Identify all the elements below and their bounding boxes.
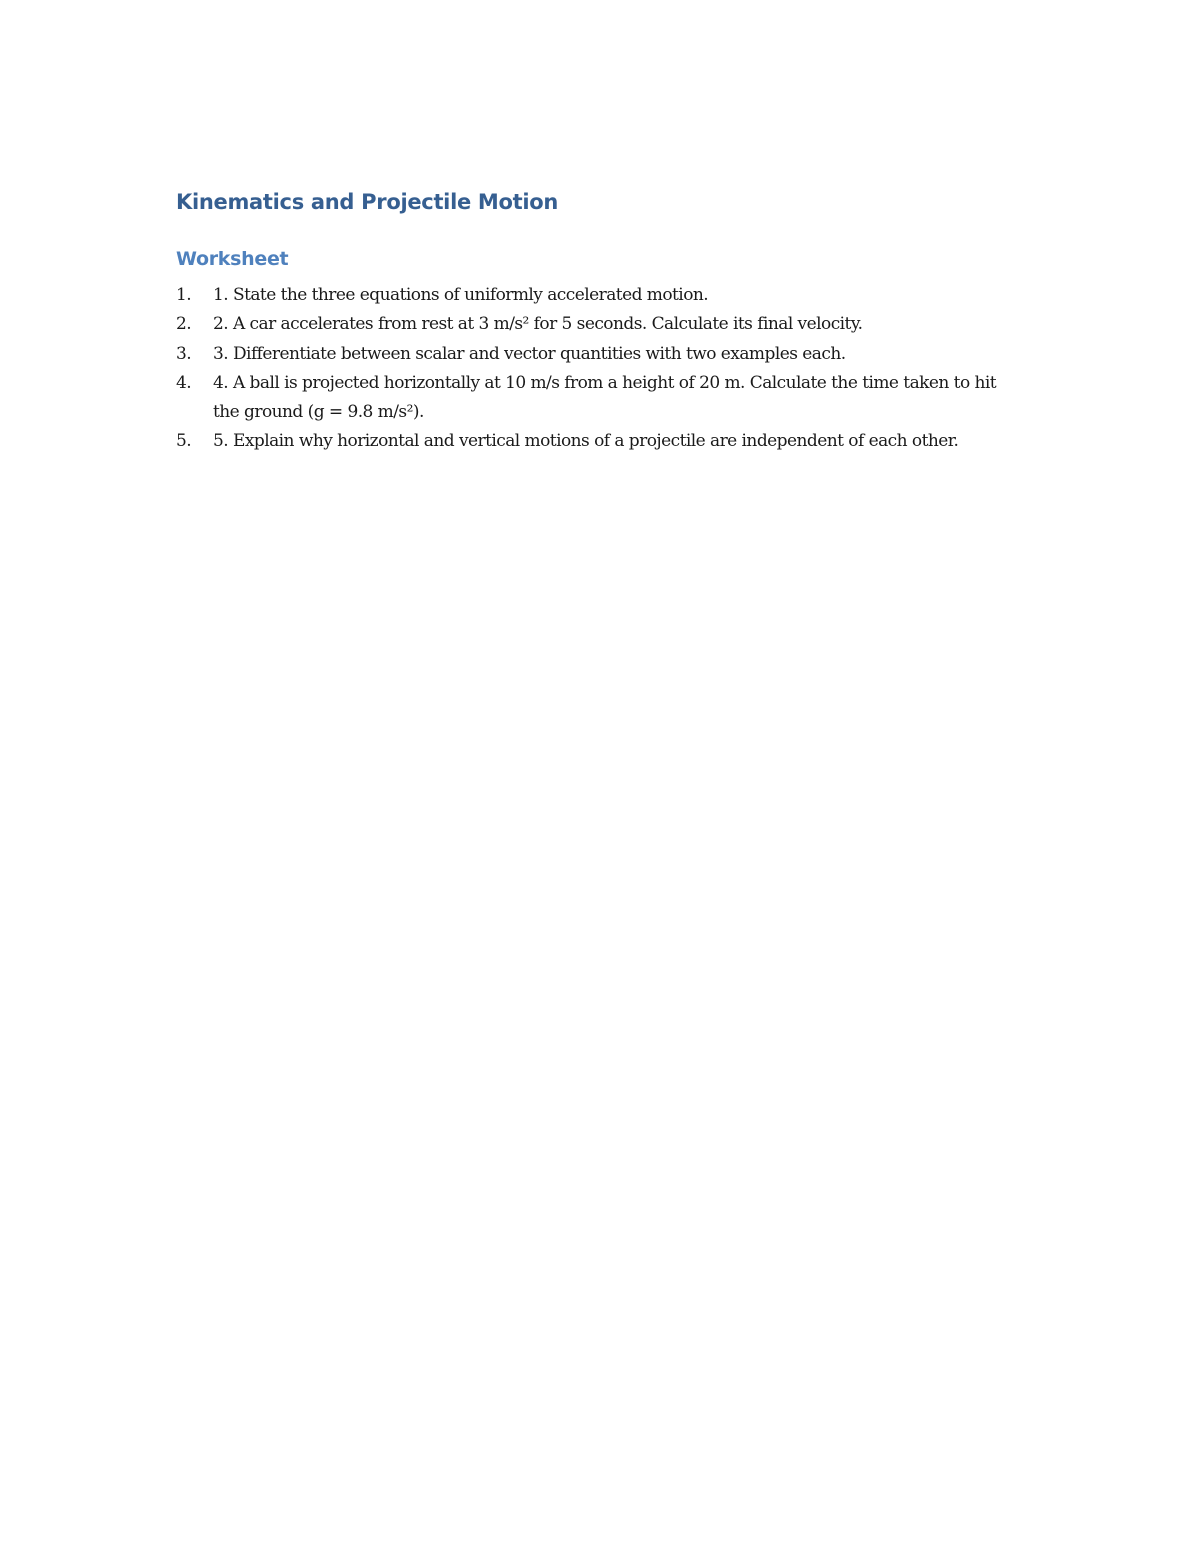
list-item bbox=[176, 310, 1016, 339]
question-text: 4. A ball is projected horizontally at 10 m/s from a height of 20 m. Calculate the time taken to hit the ground (g = 9.8 m/s²). bbox=[213, 372, 997, 423]
question-text: 2. A car accelerates from rest at 3 m/s² for 5 seconds. Calculate its final velocity. bbox=[213, 314, 863, 335]
question-text: 1. State the three equations of uniformly accelerated motion. bbox=[213, 285, 709, 305]
list-number: 5. bbox=[176, 431, 192, 452]
question-text: 3. Differentiate between scalar and vector quantities with two examples each. bbox=[213, 343, 846, 364]
list-number: 1. bbox=[176, 285, 192, 305]
section-heading: Worksheet bbox=[176, 248, 289, 270]
list-item bbox=[176, 281, 1016, 310]
list-number: 2. bbox=[176, 314, 192, 335]
document-title: Kinematics and Projectile Motion bbox=[176, 190, 559, 214]
list-number: 3. bbox=[176, 343, 192, 364]
question-text: 5. Explain why horizontal and vertical motions of a projectile are independent of each other. bbox=[213, 431, 959, 452]
list-item bbox=[176, 369, 1016, 428]
question-list bbox=[176, 281, 1016, 457]
list-item bbox=[176, 427, 1016, 456]
list-item bbox=[176, 340, 1016, 369]
list-number: 4. bbox=[176, 372, 192, 393]
